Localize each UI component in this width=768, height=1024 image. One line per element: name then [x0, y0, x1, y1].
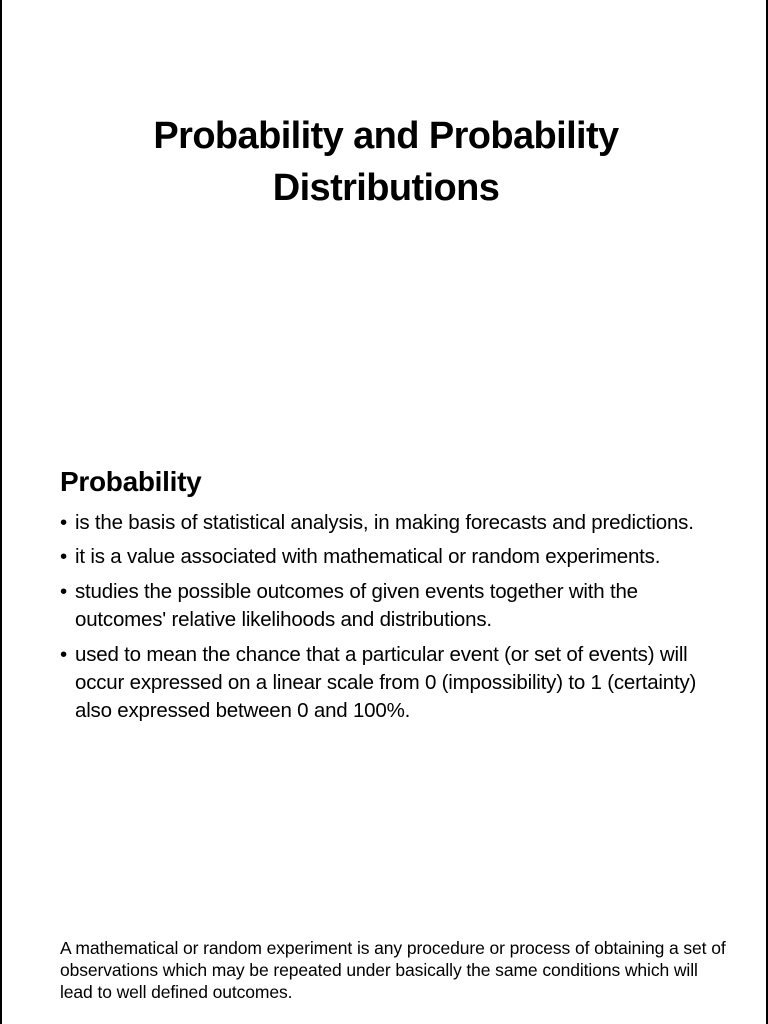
list-item	[60, 578, 720, 634]
bullet-icon: •	[60, 511, 67, 534]
bullet-icon: •	[60, 580, 67, 603]
section-heading: Probability	[60, 466, 202, 497]
title-line-2: Distributions	[272, 167, 500, 209]
slide-definition	[0, 865, 768, 1024]
bullet-icon: •	[60, 545, 67, 568]
slide-title	[0, 0, 768, 434]
list-item	[60, 641, 720, 725]
bullet-icon: •	[60, 643, 67, 666]
definition-text: A mathematical or random experiment is any procedure or process of obtaining a set of observations which may be repeated under basically the same conditions which will lead to well defined outcomes.	[60, 938, 726, 1002]
slide-probability	[0, 432, 768, 867]
list-item-text: is the basis of statistical analysis, in making forecasts and predictions.	[75, 511, 694, 534]
list-item	[60, 544, 720, 569]
title-line-1: Probability and Probability	[153, 115, 619, 157]
list-item	[60, 510, 720, 535]
list-item-text: used to mean the chance that a particular event (or set of events) will occur expressed on a linear scale from 0 (impossibility) to 1 (certainty) also expressed between 0 and 100%.	[75, 643, 697, 722]
list-item-text: it is a value associated with mathematical or random experiments.	[75, 545, 661, 568]
page-title	[42, 110, 730, 214]
bullet-list	[60, 510, 720, 732]
list-item-text: studies the possible outcomes of given events together with the outcomes' relative likelihoods and distributions.	[75, 580, 638, 631]
